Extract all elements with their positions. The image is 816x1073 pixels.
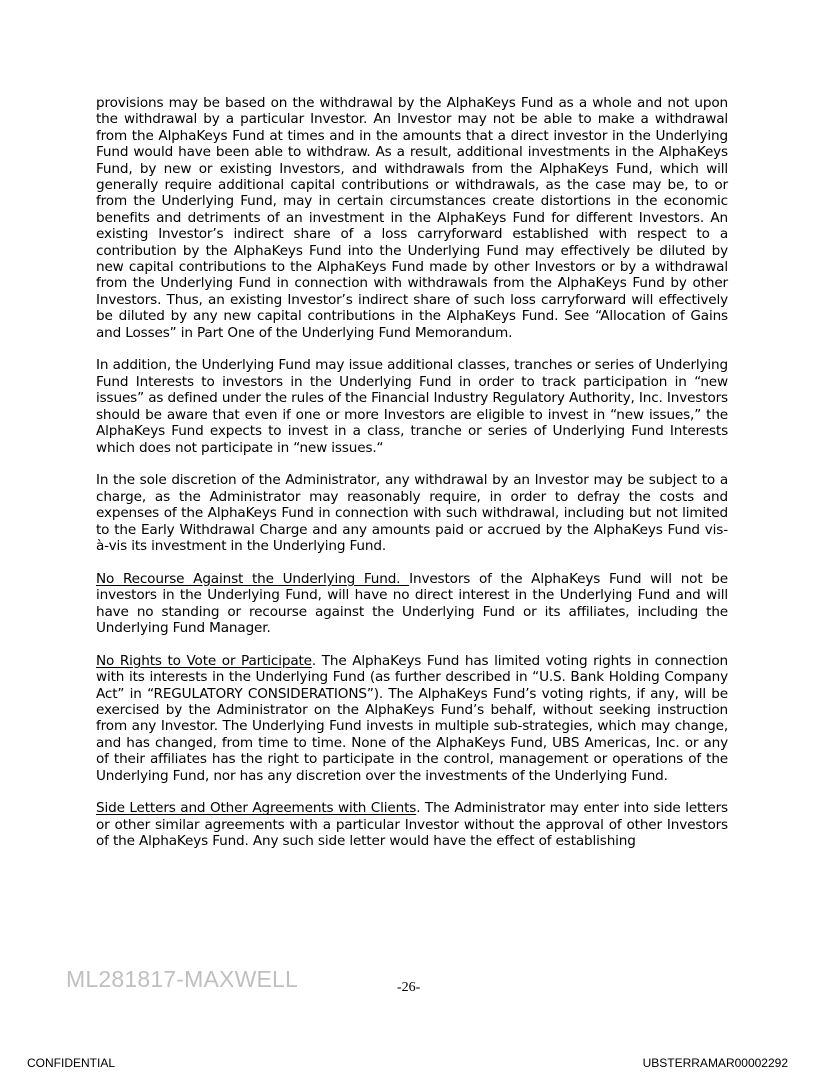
confidential-label: CONFIDENTIAL [27, 1056, 116, 1070]
paragraph-no-rights-to-vote [96, 653, 728, 784]
document-body [96, 95, 728, 866]
paragraph-withdrawal-charge: In the sole discretion of the Administrator, any withdrawal by an Investor may be subject to a charge, as the Administrator may reasonably require, in order to defray the costs and expenses of the AlphaKeys Fund in connection with such withdrawal, including but not limited to the Early Withdrawal Charge and any amounts paid or accrued by the AlphaKeys Fund vis-à-vis its investment in the Underlying Fund. [96, 472, 728, 554]
heading-no-recourse: No Recourse Against the Underlying Fund. [96, 570, 410, 587]
text-no-recourse: Investors of the AlphaKeys Fund will not be investors in the Underlying Fund, will have no direct interest in the Underlying Fund and will have no standing or recourse against the Underlying Fund or its affiliates, including the Underlying Fund Manager. [96, 570, 728, 636]
paragraph-no-recourse [96, 571, 728, 637]
paragraph-new-issues: In addition, the Underlying Fund may issue additional classes, tranches or series of Underlying Fund Interests to investors in the Underlying Fund in order to track participation in “new issues” as defined under the rules of the Financial Industry Regulatory Authority, Inc. Investors should be aware that even if one or more Investors are eligible to invest in “new issues,” the AlphaKeys Fund expects to invest in a class, tranche or series of Underlying Fund Interests which does not participate in “new issues.“ [96, 357, 728, 456]
heading-side-letters: Side Letters and Other Agreements with Clients [96, 800, 417, 817]
text-no-rights-to-vote: . The AlphaKeys Fund has limited voting rights in connection with its interests in the Underlying Fund (as further described in “U.S. Bank Holding Company Act” in “REGULATORY CONSIDERATIONS”). The AlphaKeys Fund’s voting rights, if any, will be exercised by the Administrator on the AlphaKeys Fund’s behalf, without seeking instruction from any Investor. The Underlying Fund invests in multiple sub-strategies, which may change, and has changed, from time to time. None of the AlphaKeys Fund, UBS Americas, Inc. or any of their affiliates has the right to participate in the control, management or operations of the Underlying Fund, nor has any discretion over the investments of the Underlying Fund. [96, 652, 728, 784]
paragraph-withdrawal-provisions: provisions may be based on the withdrawal by the AlphaKeys Fund as a whole and not upon the withdrawal by a particular Investor. An Investor may not be able to make a withdrawal from the AlphaKeys Fund at times and in the amounts that a direct investor in the Underlying Fund would have been able to withdraw. As a result, additional investments in the AlphaKeys Fund, by new or existing Investors, and withdrawals from the AlphaKeys Fund, which will generally require additional capital contributions or withdrawals, as the case may be, to or from the Underlying Fund, may in certain circumstances create distortions in the economic benefits and detriments of an investment in the AlphaKeys Fund for different Investors. An existing Investor’s indirect share of a loss carryforward established with respect to a contribution by the AlphaKeys Fund into the Underlying Fund may effectively be diluted by new capital contributions to the AlphaKeys Fund made by other Investors or by a withdrawal from the Underlying Fund in connection with withdrawals from the AlphaKeys Fund by other Investors. Thus, an existing Investor’s indirect share of such loss carryforward will effectively be diluted by any new capital contributions in the AlphaKeys Fund. See “Allocation of Gains and Losses” in Part One of the Underlying Fund Memorandum. [96, 95, 728, 341]
heading-no-rights-to-vote: No Rights to Vote or Participate [96, 652, 312, 669]
bates-stamp: ML281817-MAXWELL [66, 966, 299, 992]
paragraph-side-letters [96, 800, 728, 849]
text-side-letters: . The Administrator may enter into side letters or other similar agreements with a particular Investor without the approval of other Investors of the AlphaKeys Fund. Any such side letter would have the effect of establishing [96, 800, 728, 850]
production-id: UBSTERRAMAR00002292 [642, 1056, 788, 1070]
page-number: -26- [397, 980, 421, 995]
